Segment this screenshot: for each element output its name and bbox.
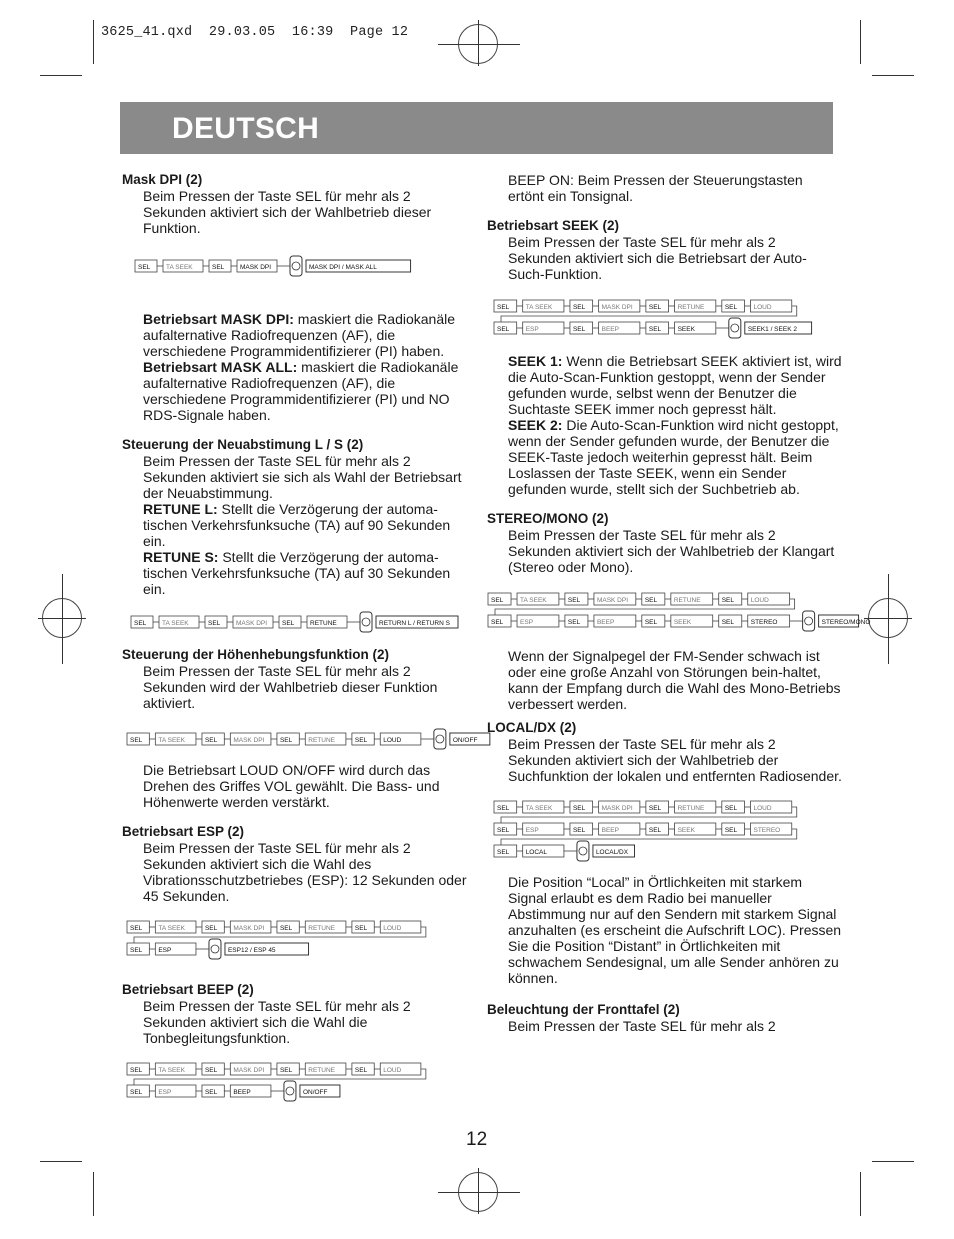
diagram-label: BEEP [596,619,615,626]
paragraph [508,353,842,417]
banner-title: DEUTSCH [172,112,320,145]
section-heading: Betriebsart SEEK (2) [487,218,620,233]
crop-mark [93,1172,94,1216]
diagram-canvas [126,728,478,752]
paragraph: Beim Pressen der Taste SEL für mehr als 2 Sekunden aktiviert sich der Wahlbetrieb der Suchfunktion der lokalen und entfernten Radiosender. [508,736,842,784]
diagram-label: ESP [525,326,539,333]
result-label: STEREO/MONO [821,619,871,626]
mode-text: Stellt die Verzögerung der automa-tischen Verkehrsfunksuche (TA) auf 90 Sekunden ein. [143,501,451,549]
diagram-label: RETUNE [308,1067,336,1074]
crop-mark [478,20,479,66]
diagram-label: SEL [644,619,658,626]
diagram-label: MASK DPI [233,925,265,932]
diagram-label: SEL [491,597,504,604]
sel-flow-diagram [487,588,871,630]
result-label: RETURN L / RETURN S [379,620,450,627]
language-banner [120,102,833,154]
diagram-label: SEL [648,805,662,812]
diagram-label: RETUNE [677,805,705,812]
diagram-label: TA SEEK [158,1067,185,1074]
diagram-label: TA SEEK [158,925,185,932]
page-number: 12 [466,1129,488,1150]
diagram-label: SEL [572,304,586,311]
diagram-label: SEL [648,304,662,311]
diagram-label: SEL [497,304,510,311]
diagram-label: ESP [525,827,539,834]
paragraph: Beim Pressen der Taste SEL für mehr als 2 Sekunden aktiviert sich die Wahl des Vibrationsschutzbetriebes (ESP): 12 Sekunden oder 45 Sekunden. [143,840,467,904]
diagram-label: SEL [491,619,504,626]
diagram-label: SEL [497,849,510,856]
diagram-label: MASK DPI [596,597,628,604]
diagram-label: SEL [279,925,293,932]
crop-mark [860,20,861,64]
section-heading: Betriebsart ESP (2) [122,824,245,839]
section-heading: Steuerung der Höhenhebungsfunktion (2) [122,647,389,662]
paragraph: BEEP ON: Beim Pressen der Steuerungstasten ertönt ein Tonsignal. [508,172,803,204]
diagram-label: SEL [721,619,735,626]
diagram-label: SEL [130,1089,143,1096]
diagram-label: SEL [134,620,147,627]
diagram-label: SEL [724,304,738,311]
file-meta: 3625_41.qxd 29.03.05 16:39 Page 12 [101,25,409,40]
mode-label: Betriebsart MASK ALL: [143,359,298,375]
diagram-label: SEL [567,619,581,626]
mode-label: SEEK 2: [508,417,563,433]
diagram-label: SEL [354,1067,368,1074]
crop-mark [478,1168,479,1214]
section-heading: Steuerung der Neuabstimung L / S (2) [122,437,364,452]
diagram-label: SEL [130,737,143,744]
sel-flow-diagram [126,728,478,752]
diagram-canvas [493,796,833,862]
diagram-label: STEREO [753,827,781,834]
section-heading: Mask DPI (2) [122,172,203,187]
diagram-label: ESP [158,1089,172,1096]
diagram-label: ESP [158,947,172,954]
diagram-label: LOUD [753,304,772,311]
diagram-label: SEL [204,737,218,744]
mode-label: RETUNE L: [143,501,218,517]
diagram-label: SEL [497,326,510,333]
diagram-label: SEL [354,925,368,932]
crop-mark [872,1161,914,1162]
mode-label: RETUNE S: [143,549,219,565]
mode-label: SEEK 1: [508,353,563,369]
diagram-label: SEEK [673,619,692,626]
diagram-label: TA SEEK [166,264,193,271]
sel-flow-diagram [134,255,467,285]
diagram-canvas [126,916,461,962]
paragraph: Die Position “Local” in Örtlichkeiten mit starkem Signal erlaubt es dem Radio bei manueller Abstimmung nur auf den Sendern mit starkem Signal anzuhalten (es erscheint die Aufschrift LOC). Pressen Sie die Position “Distant” in Örtlichkeiten mit schwachem Sendesignal, um alle Sender anhören zu können. [508,874,842,986]
sel-flow-diagram [493,295,842,341]
diagram-label: RETUNE [673,597,701,604]
paragraph: Beim Pressen der Taste SEL für mehr als 2 [508,1018,776,1034]
diagram-label: SEL [572,326,586,333]
section-heading: STEREO/MONO (2) [487,511,609,526]
result-label: LOCAL/DX [595,849,629,856]
crop-mark [872,75,914,76]
diagram-label: SEL [644,597,658,604]
crop-mark [62,574,63,664]
crop-mark [40,1161,82,1162]
diagram-label: SEL [208,620,221,627]
diagram-label: SEL [204,1089,218,1096]
diagram-label: MASK DPI [601,304,633,311]
sel-flow-diagram [130,611,467,637]
diagram-canvas [493,295,833,341]
diagram-label: SEEK [677,827,695,834]
result-label: MASK DPI / MASK ALL [309,264,377,271]
section-heading: Betriebsart BEEP (2) [122,982,254,997]
diagram-label: SEL [204,925,218,932]
diagram-canvas [487,588,871,630]
sel-flow-diagram [493,796,842,862]
diagram-label: SEL [648,827,662,834]
diagram-label: SEL [497,827,510,834]
crop-mark [438,44,520,45]
mode-text: maskiert die Radiokanäle aufalternative Radiofrequenzen (AF), die verschiedene Programmidentifizierer (PI) haben. [143,311,456,359]
paragraph: Beim Pressen der Taste SEL für mehr als 2 Sekunden aktiviert sich der Wahlbetrieb dieser Funktion. [143,188,432,236]
paragraph [143,359,467,423]
paragraph [143,501,467,549]
diagram-label: LOUD [383,737,402,744]
diagram-label: MASK DPI [236,620,268,627]
paragraph: Beim Pressen der Taste SEL für mehr als 2 Sekunden aktiviert sich die Wahl die Tonbegleitungsfunktion. [143,998,411,1046]
mode-label: Betriebsart MASK DPI: [143,311,294,327]
diagram-label: SEL [279,737,293,744]
diagram-label: MASK DPI [233,1067,265,1074]
diagram-label: SEL [572,827,586,834]
diagram-label: BEEP [601,827,619,834]
section-heading: LOCAL/DX (2) [487,720,577,735]
diagram-label: SEL [130,1067,143,1074]
diagram-label: SEL [648,326,662,333]
diagram-label: SEL [724,805,738,812]
section-heading: Beleuchtung der Fronttafel (2) [487,1002,680,1017]
diagram-label: SEL [279,1067,293,1074]
crop-mark [888,574,889,664]
diagram-label: LOUD [383,925,402,932]
diagram-label: SEL [354,737,368,744]
diagram-label: TA SEEK [525,805,553,812]
diagram-label: SEL [282,620,295,627]
diagram-label: TA SEEK [520,597,547,604]
diagram-label: SEL [567,597,581,604]
diagram-label: TA SEEK [525,304,553,311]
sel-flow-diagram [126,1058,467,1104]
paragraph: Beim Pressen der Taste SEL für mehr als 2 Sekunden aktiviert sich der Wahlbetrieb der Klangart (Stereo oder Mono). [508,527,835,575]
sel-flow-diagram [126,916,467,962]
mode-text: maskiert die Radiokanäle aufalternative Radiofrequenzen (AF), die verschiedene Programmidentifizierer (PI) und NO RDS-Signale haben. [143,359,459,423]
diagram-canvas [130,611,460,637]
diagram-label: RETUNE [308,925,336,932]
mode-text: Wenn die Betriebsart SEEK aktiviert ist, wird die Auto-Scan-Funktion gestoppt, wenn der Sender gefunden wurde, selbst wenn der Benutzer die Suchtaste SEEK immer noch gepresst hält. [508,353,842,417]
diagram-label: MASK DPI [240,264,272,271]
diagram-label: BEEP [233,1089,251,1096]
diagram-label: LOCAL [525,849,548,856]
diagram-label: SEL [497,805,510,812]
diagram-label: SEL [724,827,738,834]
right-column [487,172,871,1034]
crop-mark [40,75,82,76]
diagram-label: SEL [130,925,143,932]
diagram-label: SEL [721,597,735,604]
mode-text: Stellt die Verzögerung der automa-tischen Verkehrsfunksuche (TA) auf 30 Sekunden ein. [143,549,451,597]
diagram-label: LOUD [753,805,772,812]
crop-mark [93,20,94,64]
result-label: ESP12 / ESP 45 [227,947,276,954]
paragraph: Beim Pressen der Taste SEL für mehr als 2 Sekunden aktiviert sie sich als Wahl der Betriebsart der Neuabstimmung. [143,453,462,501]
paragraph: Beim Pressen der Taste SEL für mehr als 2 Sekunden wird der Wahlbetrieb dieser Funktion aktiviert. [143,663,438,711]
diagram-label: SEEK [677,326,695,333]
result-label: ON/OFF [452,737,478,744]
paragraph [143,549,467,597]
diagram-label: TA SEEK [158,737,185,744]
diagram-label: LOUD [750,597,769,604]
paragraph: Wenn der Signalpegel der FM-Sender schwach ist oder eine große Anzahl von Störungen bein-haltet, kann der Empfang durch die Wahl des Mono-Betriebs verbessert werden. [508,648,841,712]
crop-mark [438,1192,520,1193]
diagram-label: MASK DPI [233,737,265,744]
result-label: SEEK1 / SEEK 2 [747,326,797,333]
diagram-label: TA SEEK [162,620,189,627]
paragraph: Beim Pressen der Taste SEL für mehr als 2 Sekunden aktiviert sich die Betriebsart der Auto-Such-Funktion. [508,234,807,282]
diagram-label: SEL [138,264,151,271]
diagram-label: STEREO [750,619,778,626]
diagram-label: SEL [130,947,143,954]
diagram-label: RETUNE [677,304,705,311]
diagram-canvas [134,255,464,285]
paragraph [508,417,842,497]
diagram-label: SEL [204,1067,218,1074]
crop-mark [860,1172,861,1216]
mode-text: Die Auto-Scan-Funktion wird nicht gestoppt, wenn der Sender gefunden wurde, der Benutzer die SEEK-Taste jedoch weiterhin gepresst hält. Beim Loslassen der Taste SEEK, wenn ein Sender gefunden wurde, stellt sich der Suchbetrieb ab. [508,417,839,497]
diagram-label: SEL [572,805,586,812]
paragraph [143,311,467,359]
diagram-label: MASK DPI [601,805,633,812]
diagram-label: BEEP [601,326,619,333]
diagram-label: ESP [520,619,534,626]
left-column [122,172,478,1104]
diagram-canvas [126,1058,461,1104]
diagram-label: LOUD [383,1067,402,1074]
diagram-label: SEL [212,264,225,271]
diagram-label: RETUNE [308,737,336,744]
result-label: ON/OFF [302,1089,328,1096]
paragraph: Die Betriebsart LOUD ON/OFF wird durch das Drehen des Griffes VOL gewählt. Die Bass- und Höhenwerte werden verstärkt. [143,762,440,810]
diagram-label: RETUNE [310,620,337,627]
